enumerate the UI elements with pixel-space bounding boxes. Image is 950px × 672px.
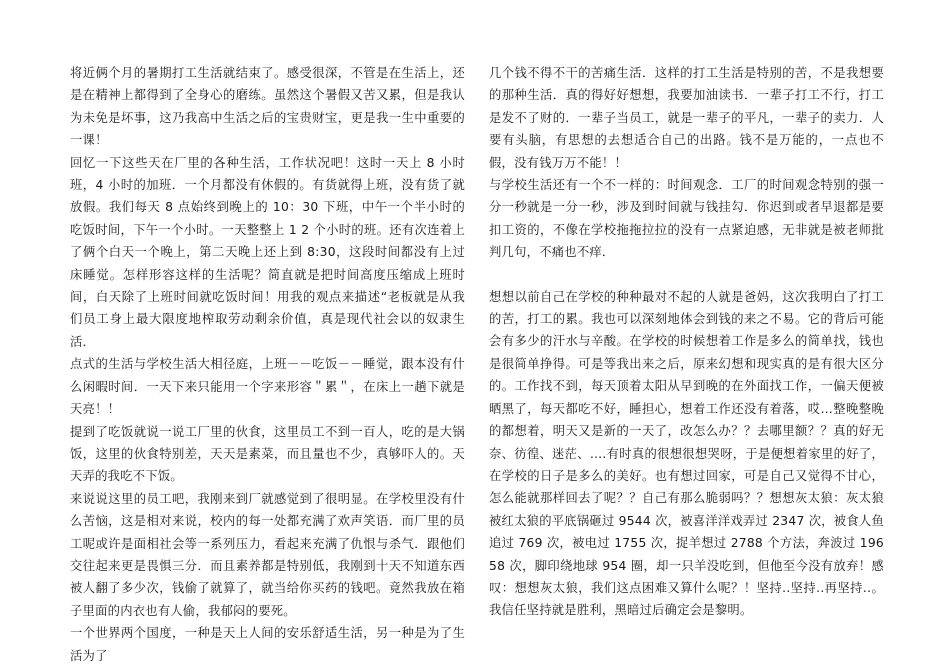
paragraph: 将近俩个月的暑期打工生活就结束了。感受很深，不管是在生活上，还是在精神上都得到了全身心的磨练。虽然这个暑假又苦又累，但是我认为未免是坏事，这乃我高中生活之后的宝贵财宝，更是我一生中重要的一课！ bbox=[70, 66, 465, 148]
paragraph: 来说说这里的员工吧，我刚来到厂就感觉到了很明显。在学校里没有什么苦恼，这是相对来说，校内的每一处都充满了欢声笑语．而厂里的员工呢或许是面相社会等一系列压力，看起来充满了仇恨与杀气．跟他们交往起来更是畏惧三分．而且素养都是特别低，我刚到十天不知道东西被人翻了多少次，钱偷了就算了，就当给你买药的钱吧。竟然我放在箱子里面的内衣也有人偷，我郁闷的要死。 bbox=[70, 491, 465, 618]
left-column bbox=[70, 62, 465, 667]
paragraph: 几个钱不得不干的苦痛生活．这样的打工生活是特别的苦，不是我想要的那种生活．真的得好好想想，我要加油读书．一辈子打工不行，打工是发不了财的．一辈子当员工，就是一辈子的平凡，一辈子的卖力．人要有头脑，有思想的去想适合自己的出路。钱不是万能的，一点也不假，没有钱万万不能！！ bbox=[489, 66, 884, 170]
paragraph: 提到了吃饭就说一说工厂里的伙食，这里员工不到一百人，吃的是大锅饭，这里的伙食特别差，天天是素菜，而且量也不少，真够吓人的。天天弄的我吃不下饭。 bbox=[70, 424, 465, 484]
paragraph: 想想以前自己在学校的种种最对不起的人就是爸妈，这次我明白了打工的苦，打工的累。我也可以深刻地体会到钱的来之不易。它的背后可能会有多少的汗水与辛酸。在学校的时候想着工作是多么的简单找，钱也是很简单挣得。可是等我出来之后，原来幻想和现实真的是有很大区分的。工作找不到，每天顶着太阳从早到晚的在外面找工作，一偏天便被晒黑了，每天都吃不好，睡担心，想着工作还没有着落，哎…整晚整晚的都想着，明天又是新的一天了，改怎么办？？去哪里额？？真的好无奈、彷徨、迷茫、….有时真的很想很想哭呀，于是便想着家里的好了，在学校的日子是多么的美好。也有想过回家，可是自己又觉得不甘心，怎么能就那样回去了呢？？自己有那么脆弱吗？？想想灰太狼：灰太狼被红太狼的平底锅砸过 9544 次，被喜洋洋戏弄过 2347 次，被食人鱼追过 769 次，被电过 1755 次，捉羊想过 2788 个方法，奔波过 19658 次，脚印绕地球 954 圈，却一只羊没吃到，但他至今没有放弃！感叹：想想灰太狼，我们这点困难又算什么呢？！坚持..坚持..再坚持..。我信任坚持就是胜利，黑暗过后确定会是黎明。 bbox=[489, 289, 884, 618]
right-column bbox=[489, 62, 884, 622]
paragraph: 点式的生活与学校生活大相径庭，上班－－吃饭－－睡觉，跟本没有什么闲暇时间．一天下来只能用一个字来形容＂累＂，在床上一趟下就是天亮！！ bbox=[70, 357, 465, 417]
blank-line bbox=[489, 264, 884, 286]
paragraph: 一个世界两个国度，一种是天上人间的安乐舒适生活，另一种是为了生活为了 bbox=[70, 626, 465, 663]
paragraph: 与学校生活还有一个不一样的：时间观念．工厂的时间观念特别的强一分一秒就是一分一秒，涉及到时间就与钱挂勾．你迟到或者早退都是要扣工资的，不像在学校拖拖拉拉的没有一点紧迫感，无非就是被老师批判几句，不痛也不痒． bbox=[489, 178, 884, 260]
paragraph: 回忆一下这些天在厂里的各种生活，工作状况吧！这时一天上 8 小时班，4 小时的加班．一个月都没有休假的。有货就得上班，没有货了就放假。我们每天 8 点始终到晚上的 10：30 下班，中午一个半小时的吃饭时间，下午一个小时。一天整整上 1 2 个小时的班。还有次连着上了俩个白天一个晚上，第二天晚上还上到 8:30，这段时间都没有上过床睡觉。怎样形容这样的生活呢？简直就是把时间高度压缩成上班时间，白天除了上班时间就吃饭时间！用我的观点来描述“老板就是从我们员工身上最大限度地榨取劳动剩余价值，真是现代社会以的奴隶生活． bbox=[70, 155, 465, 349]
